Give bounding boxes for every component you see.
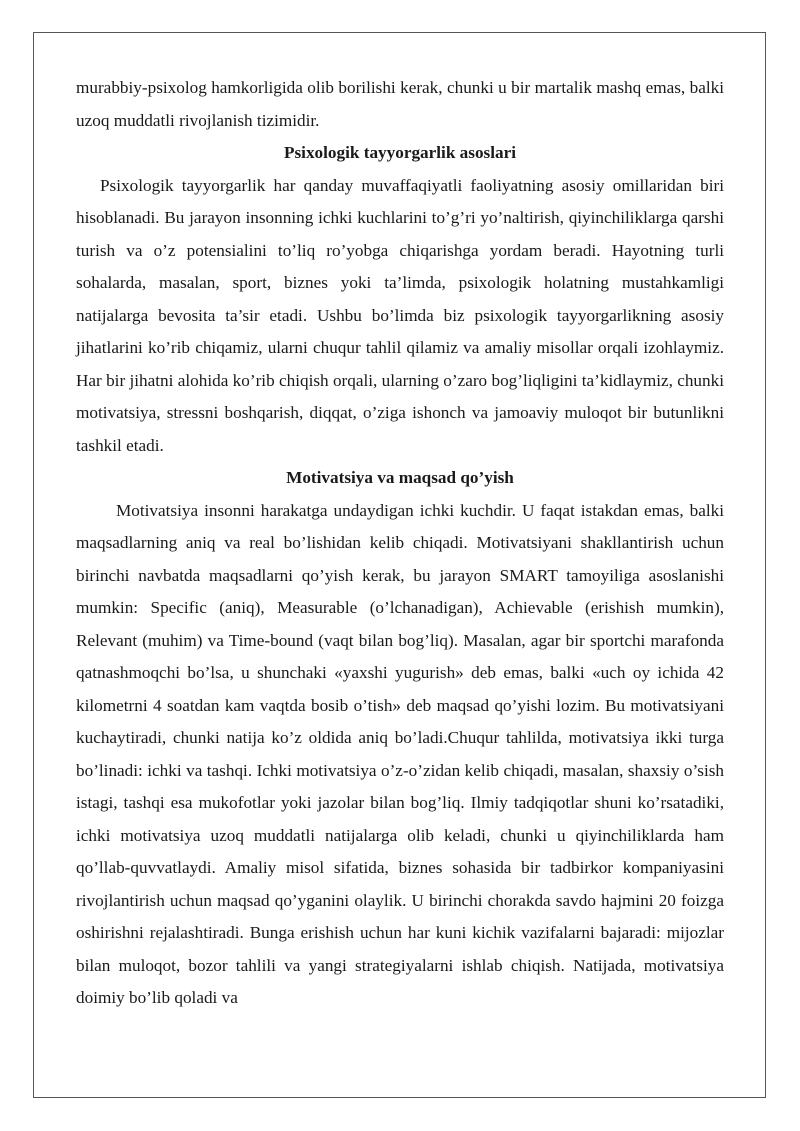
document-body [76, 72, 724, 1015]
intro-paragraph: murabbiy-psixolog hamkorligida olib borilishi kerak, chunki u bir martalik mashq emas, balki uzoq muddatli rivojlanish tizimidir. [76, 78, 724, 130]
section-heading-psychological-preparation: Psixologik tayyorgarlik asoslari [283, 143, 517, 162]
section-heading-motivation: Motivatsiya va maqsad qo’yish [286, 468, 514, 487]
section-paragraph-psychological-preparation: Psixologik tayyorgarlik har qanday muvaffaqiyatli faoliyatning asosiy omillaridan biri hisoblanadi. Bu jarayon insonning ichki kuchlarini to’g’ri yo’naltirish, qiyinchiliklarga qarshi turish va o’z potensialini to’liq ro’yobga chiqarishga yordam beradi. Hayotning turli sohalarda, masalan, sport, biznes yoki ta’limda, psixologik holatning mustahkamligi natijalarga bevosita ta’sir etadi. Ushbu bo’limda biz psixologik tayyorgarlikning asosiy jihatlarini ko’rib chiqamiz, ularni chuqur tahlil qilamiz va amaliy misollar orqali izohlaymiz. Har bir jihatni alohida ko’rib chiqish orqali, ularning o’zaro bog’liqligini ta’kidlaymiz, chunki motivatsiya, stressni boshqarish, diqqat, o’ziga ishonch va jamoaviy muloqot bir butunlikni tashkil etadi. [76, 175, 724, 455]
section-paragraph-motivation: Motivatsiya insonni harakatga undaydigan ichki kuchdir. U faqat istakdan emas, balki maqsadlarning aniq va real bo’lishidan kelib chiqadi. Motivatsiyani shakllantirish uchun birinchi navbatda maqsadlarni qo’yish kerak, bu jarayon SMART tamoyiliga asoslanishi mumkin: Specific (aniq), Measurable (o’lchanadigan), Achievable (erishish mumkin), Relevant (muhim) va Time-bound (vaqt bilan bog’liq). Masalan, agar bir sportchi marafonda qatnashmoqchi bo’lsa, u shunchaki «yaxshi yugurish» deb emas, balki «uch oy ichida 42 kilometrni 4 soatdan kam vaqtda bosib o’tish» deb maqsad qo’yishi lozim. Bu motivatsiyani kuchaytiradi, chunki natija ko’z oldida aniq bo’ladi.Chuqur tahlilda, motivatsiya ikki turga bo’linadi: ichki va tashqi. Ichki motivatsiya o’z-o’zidan kelib chiqadi, masalan, shaxsiy o’sish istagi, tashqi esa mukofotlar yoki jazolar bilan bog’liq. Ilmiy tadqiqotlar shuni ko’rsatadiki, ichki motivatsiya uzoq muddatli natijalarga olib keladi, chunki u qiyinchiliklarda ham qo’llab-quvvatlaydi. Amaliy misol sifatida, biznes sohasida bir tadbirkor kompaniyasini rivojlantirish uchun maqsad qo’yganini olaylik. U birinchi chorakda savdo hajmini 20 foizga oshirishni rejalashtiradi. Bunga erishish uchun har kuni kichik vazifalarni bajaradi: mijozlar bilan muloqot, bozor tahlili va yangi strategiyalarni ishlab chiqish. Natijada, motivatsiya doimiy bo’lib qoladi va [76, 500, 724, 1007]
